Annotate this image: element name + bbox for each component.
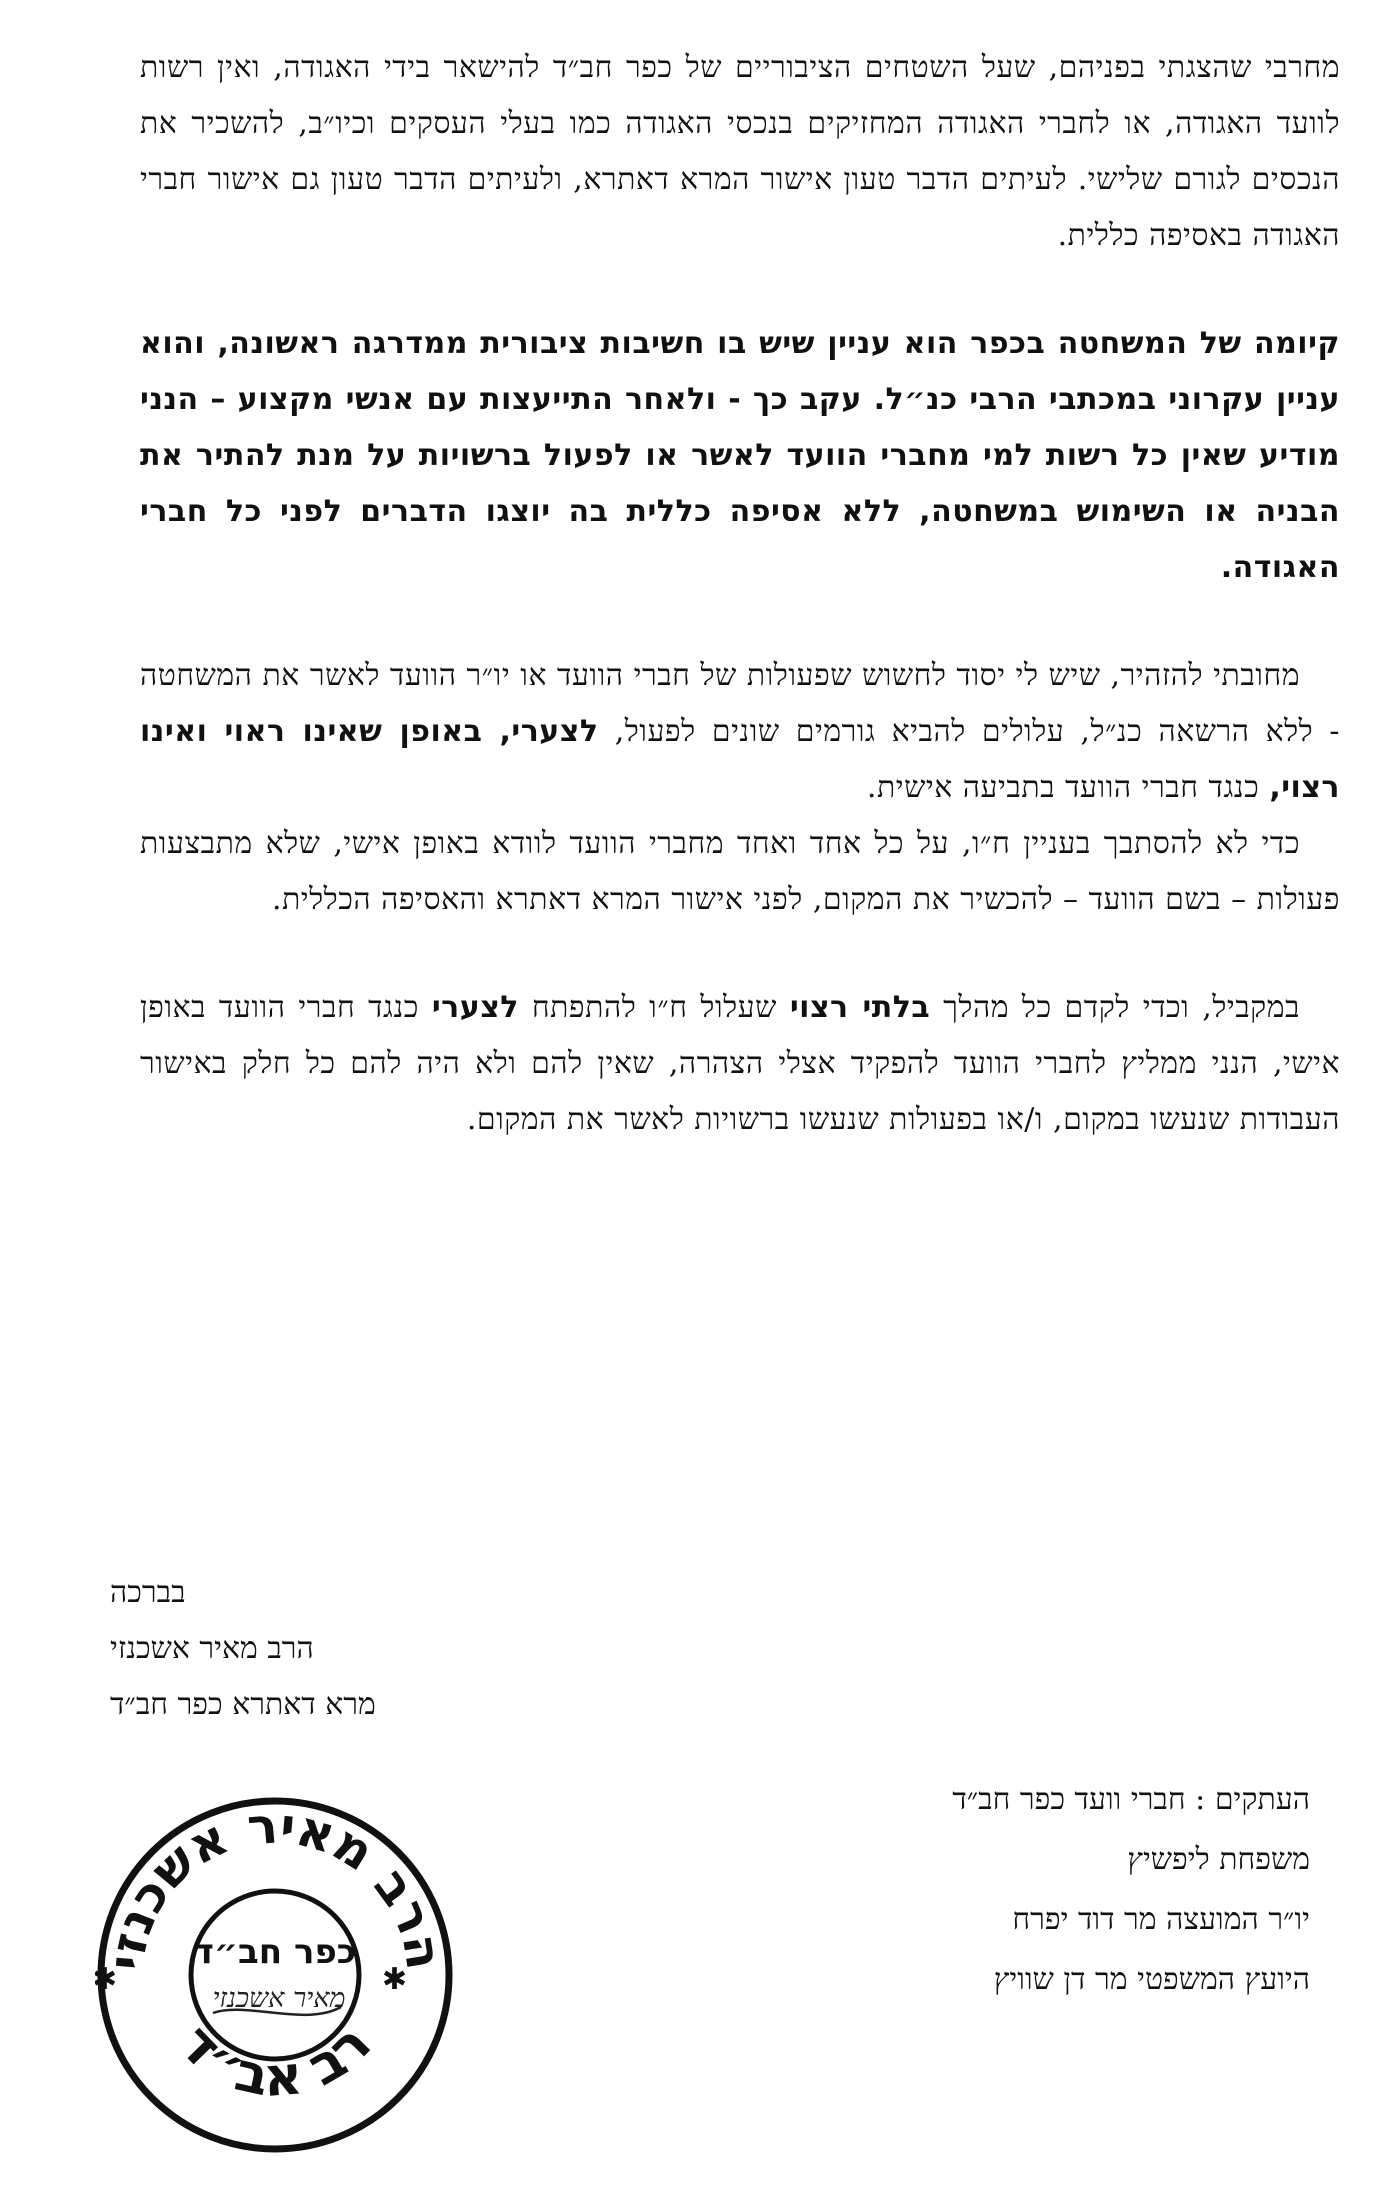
stamp-inner: כפר חב״ד [193,1932,357,1972]
signer-title: מרא דאתרא כפר חב״ד [110,1687,376,1722]
star-icon-right: ✱ [381,1962,407,1997]
copy-recipient-2: יו״ר המועצה מר דוד יפרח [1012,1902,1310,1937]
paragraph-5 [140,980,1340,1148]
copy-recipient-1: משפחת ליפשיץ [1127,1842,1310,1877]
copies-block [710,1770,1310,2010]
stamp-seal-icon [95,1795,455,2155]
paragraph-4-text: כדי לא להסתבך בעניין ח״ו, על כל אחד ואחד מחברי הוועד לוודא באופן אישי, שלא מתבצעות פעולות – בשם הוועד – להכשיר את המקום, לפני אישור המרא דאתרא והאסיפה הכללית. [140,826,1340,917]
paragraph-5-emphasis-1: בלתי רצוי [789,990,931,1025]
copy-recipient-3: היועץ המשפטי מר דן שוויץ [993,1962,1310,1997]
rabbi-stamp [95,1795,455,2155]
letter-body [140,40,1340,1148]
paragraph-2: קיומה של המשחטה בכפר הוא עניין שיש בו חשיבות ציבורית ממדרגה ראשונה, והוא עניין עקרוני במכתבי הרבי כנ״ל. עקב כך - ולאחר התייעצות עם אנשי מקצוע – הנני מודיע שאין כל רשות למי מחברי הוועד לאשר או לפעול ברשויות על מנת להתיר את הבניה או השימוש במשחטה, ללא אסיפה כללית בה יוצגו הדברים לפני כל חברי האגודה. [140,326,1340,585]
paragraph-1: מחרבי שהצגתי בפניהם, שעל השטחים הציבוריים של כפר חב״ד להישאר בידי האגודה, ואין רשות לוועד האגודה, או לחברי האגודה המחזיקים בנכסי האגודה כמו בעלי העסקים וכיו״ב, להשכיר את הנכסים לגורם שלישי. לעיתים הדבר טעון אישור המרא דאתרא, ולעיתים הדבר טעון גם אישור חברי האגודה באסיפה כללית. [140,50,1340,253]
copies-heading: העתקים : חברי וועד כפר חב״ד [952,1782,1310,1817]
paragraph-5-mid: שעלול ח״ו להתפתח [531,990,777,1025]
stamp-handwritten-signature: מאיר אשכנזי [212,1983,346,2014]
paragraph-4 [140,816,1340,928]
signature-block [110,1565,530,1733]
star-icon-left: ✱ [95,1962,117,1997]
closing: בברכה [110,1575,186,1610]
stamp-outer-bottom: רב אב״ד [167,2011,383,2110]
paragraph-3 [140,648,1340,816]
svg-text:רב אב״ד [167,2012,383,2109]
paragraph-5-emphasis-2: לצערי [431,990,519,1025]
stamp-outer-top: הרב מאיר אשכנזי [97,1796,454,1974]
paragraph-5-start: במקביל, וכדי לקדם כל מהלך [943,990,1300,1025]
paragraph-3-emphasis: לצערי, באופן שאינו ראוי ואינו רצוי, [140,714,1340,805]
paragraph-3-end: כנגד חברי הוועד בתביעה אישית. [866,770,1260,805]
paragraph-3-text: מחובתי להזהיר, שיש לי יסוד לחשוש שפעולות של חברי הוועד או יו״ר הוועד לאשר את המשחטה - ללא הרשאה כנ״ל, עלולים להביא גורמים שונים לפעול, [140,658,1341,749]
signer-name: הרב מאיר אשכנזי [110,1631,314,1666]
paragraph-5-end: כנגד חברי הוועד באופן אישי, הנני ממליץ לחברי הוועד להפקיד אצלי הצהרה, שאין להם ולא היה להם כל חלק באישור העבודות שנעשו במקום, ו/או בפעולות שנעשו ברשויות לאשר את המקום. [140,990,1340,1137]
